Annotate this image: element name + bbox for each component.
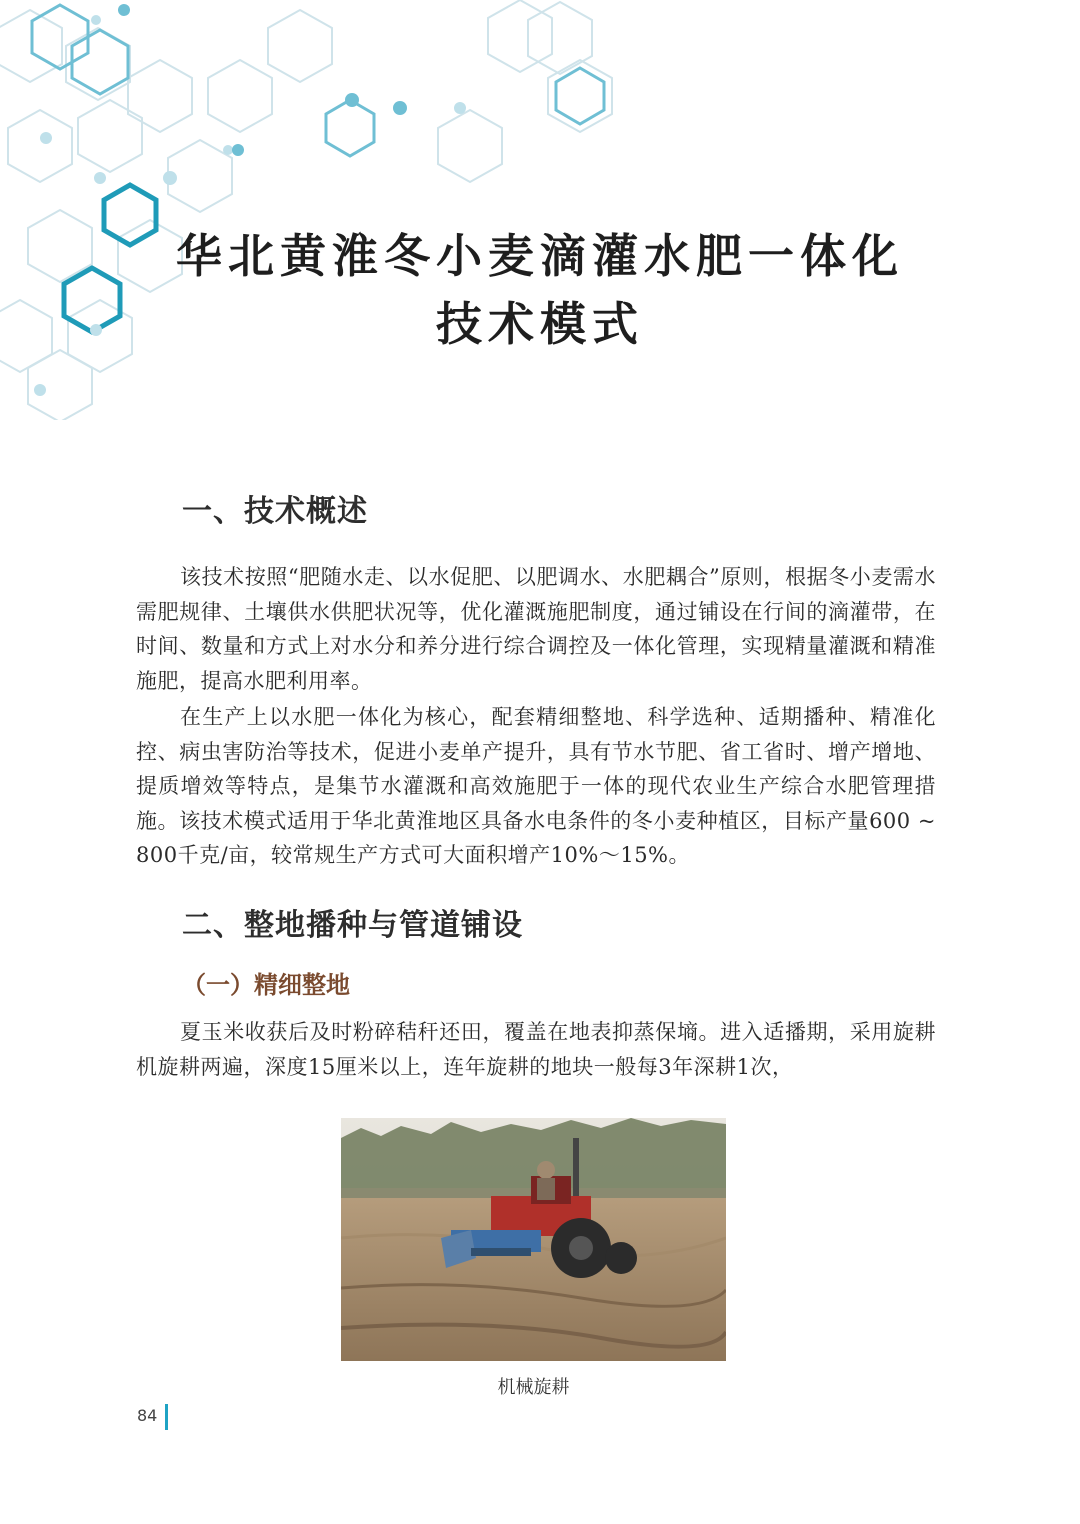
section-1-paragraph-1: 该技术按照“肥随水走、以水促肥、以肥调水、水肥耦合”原则，根据冬小麦需水需肥规律、土壤供水供肥状况等，优化灌溉施肥制度，通过铺设在行间的滴灌带，在时间、数量和方式上对水分和养分进行综合调控及一体化管理，实现精量灌溉和精准施肥，提高水肥利用率。 bbox=[136, 565, 936, 693]
section-2-heading: 二、整地播种与管道铺设 bbox=[182, 908, 523, 943]
subsection-1-heading: （一）精细整地 bbox=[182, 971, 350, 999]
subsection-1-paragraph: 夏玉米收获后及时粉碎秸秆还田，覆盖在地表抑蒸保墒。进入适播期，采用旋耕机旋耕两遍，深度15厘米以上，连年旋耕的地块一般每3年深耕1次， bbox=[136, 1020, 936, 1079]
tractor-tilling-photo bbox=[341, 1118, 726, 1361]
section-1-heading: 一、技术概述 bbox=[182, 494, 368, 529]
figure-caption: 机械旋耕 bbox=[497, 1377, 570, 1398]
section-1-paragraph-2: 在生产上以水肥一体化为核心，配套精细整地、科学选种、适期播种、精准化控、病虫害防治等技术，促进小麦单产提升，具有节水节肥、省工省时、增产增地、提质增效等特点，是集节水灌溉和高效施肥于一体的现代农业生产综合水肥管理措施。该技术模式适用于华北黄淮地区具备水电条件的冬小麦种植区，目标产量600 ~ 800千克/亩，较常规生产方式可大面积增产10%～15%。 bbox=[136, 705, 936, 867]
page-number-accent-bar bbox=[165, 1404, 168, 1430]
title-line-1: 华北黄淮冬小麦滴灌水肥一体化 bbox=[176, 229, 904, 283]
title-line-2: 技术模式 bbox=[436, 297, 644, 351]
document-title bbox=[130, 222, 950, 358]
page-number: 84 bbox=[137, 1406, 158, 1425]
